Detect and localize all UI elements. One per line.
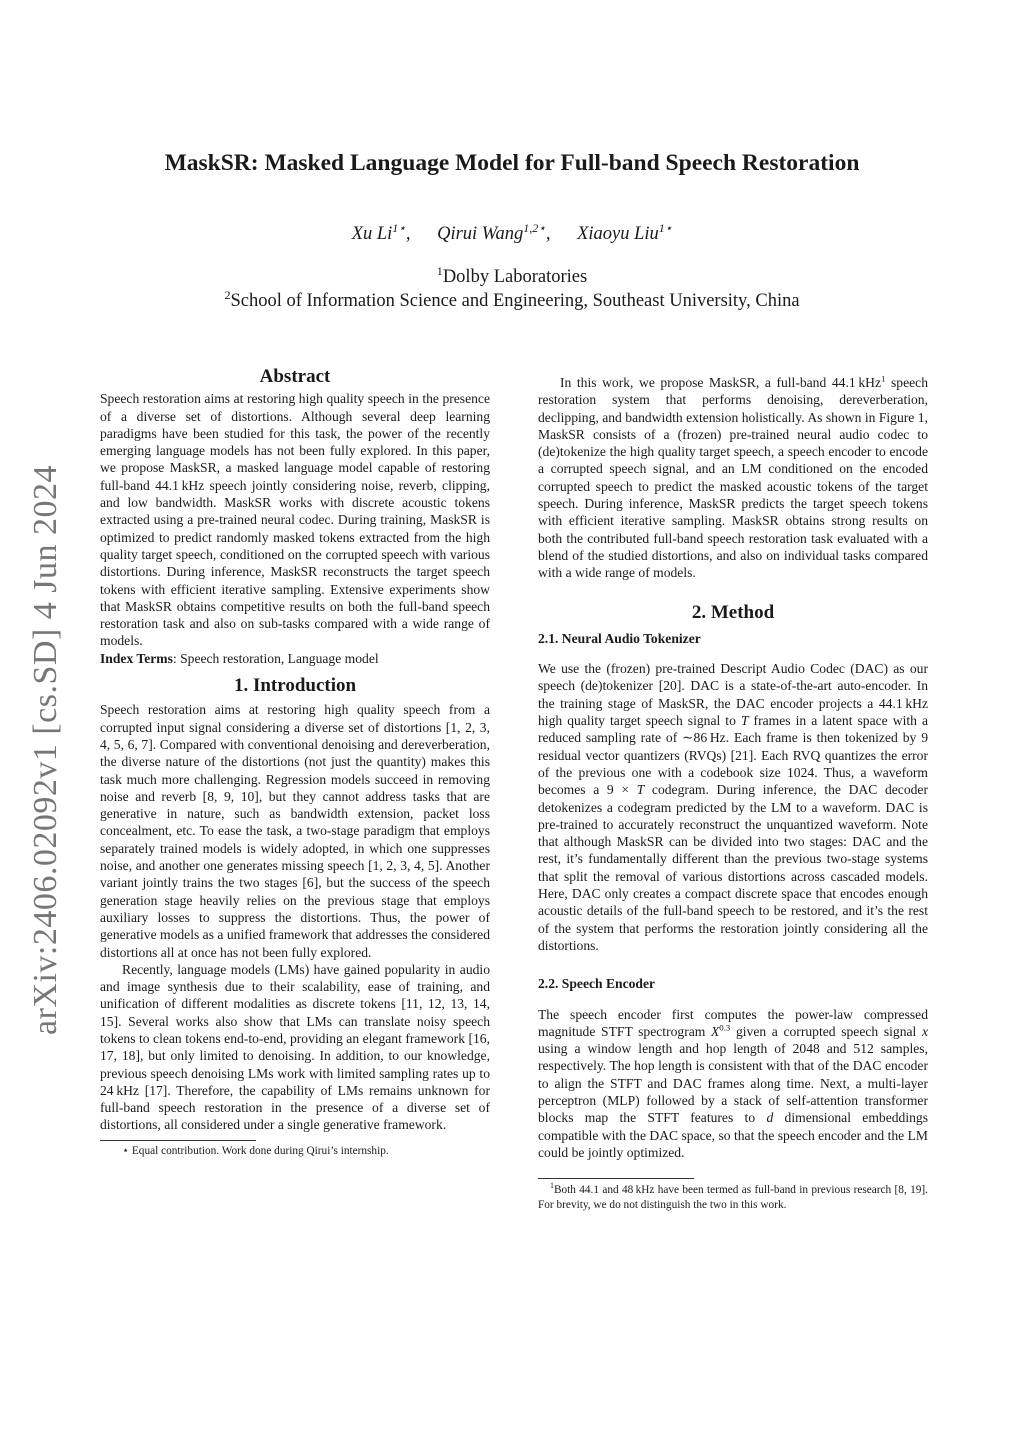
footnote-rule-right xyxy=(538,1178,694,1179)
abstract-heading: Abstract xyxy=(259,366,331,387)
paper-title: MaskSR: Masked Language Model for Full-band Speech Restoration xyxy=(164,150,860,176)
arxiv-identifier: arXiv:2406.02092v1 [cs.SD] 4 Jun 2024 xyxy=(27,464,64,1036)
method-heading: 2. Method xyxy=(691,601,775,623)
subsection-tokenizer-heading: 2.1. Neural Audio Tokenizer xyxy=(538,630,701,646)
footnote-rule-left xyxy=(100,1140,256,1141)
subsection-encoder-heading: 2.2. Speech Encoder xyxy=(538,976,656,992)
author-3: Xiaoyu Liu$^{1⋆}$ xyxy=(577,220,673,244)
author-1: Xu $Li^{1⋆}$, xyxy=(351,220,411,244)
footnote-full-band: $^1$Both 44.1 and 48 kHz have been termed as full-band in previous research [8, 19]. For brevity, we do not distinguish the two in this work. xyxy=(538,1181,928,1211)
author-2: Qirui Wang$^{1,2⋆}$, xyxy=(437,220,551,244)
index-terms: Index Terms: Speech restoration, Language model xyxy=(100,650,379,666)
right-column xyxy=(538,368,928,1212)
encoder-paragraph: The speech encoder first computes the power-law compressed magnitude STFT spectrogram $X^{0.3}$ given a corrupted speech signal x using a window length and hop length of 2048 and 512 samples, respectively. The hop length is consistent with that of the DAC encoder to align the STFT and DAC frames along time. Next, a multi-layer perceptron (MLP) followed by a stack of self-attention transformer blocks map the STFT features to d dimensional embeddings compatible with the DAC space, so that the speech encoder and the LM could be jointly optimized. xyxy=(538,1006,928,1160)
author-list xyxy=(0,220,1024,245)
left-column xyxy=(100,368,490,1158)
intro-paragraph-2: Recently, language models (LMs) have gained popularity in audio and image synthesis due to their scalability, ease of training, and unification of different modalities as discrete tokens [11, 12, 13, 14, 15]. Several works also show that LMs can translate noisy speech tokens to clean tokens end-to-end, providing an elegant framework [16, 17, 18], but only limited to denoising. In addition, to our knowledge, previous speech denoising LMs work with limited sampling rates up to 24 kHz [17]. Therefore, the capability of LMs remains unknown for full-band speech restoration in the presence of a diverse set of distortions, all considered under a single generative framework. xyxy=(100,961,490,1133)
intro-paragraph-3: In this work, we propose MaskSR, a full-band 44.1 kHz$^1$ speech restoration system that performs denoising, dereverberation, declipping, and bandwidth extension holistically. As shown in Figure 1, MaskSR consists of a (frozen) pre-trained neural audio codec to (de)tokenize the high quality target speech, a speech encoder to encode a corrupted speech signal, and an LM conditioned on the encoded corrupted speech to predict the masked acoustic tokens of the target speech. During inference, MaskSR predicts the target speech tokens with efficient iterative sampling. MaskSR obtains strong results on both the contributed full-band speech restoration task evaluated with a blend of the studied distortions, and also on individual tasks compared with a wide range of models. xyxy=(538,373,928,581)
tokenizer-paragraph: We use the (frozen) pre-trained Descript Audio Codec (DAC) as our speech (de)tokenizer [20]. DAC is a state-of-the-art auto-encoder. In the training stage of MaskSR, the DAC encoder projects a 44.1 kHz high quality target speech signal to T frames in a latent space with a reduced sampling rate of ∼86 Hz. Each frame is then tokenized by 9 residual vector quantizers (RVQs) [21]. Each RVQ quantizes the error of the previous one with a codebook size 1024. Thus, a waveform becomes a 9 × T codegram. During inference, the DAC decoder detokenizes a codegram predicted by the LM to a waveform. DAC is pre-trained to accurately reconstruct the unquantized waveform. Note that although MaskSR can be divided into two stages: DAC and the rest, it’s fundamentally different than the previous two-stage systems that split the removal of various distortions across cascaded models. Here, DAC only creates a compact discrete space that encodes enough acoustic details of the full-band speech to be restored, and it’s the rest of the system that performs the restoration jointly considering all the distortions. xyxy=(538,661,928,953)
abstract-body: Speech restoration aims at restoring high quality speech in the presence of a diverse set of distortions. Although several deep learning paradigms have been studied for this task, the power of the recently emerging language models has not been fully explored. In this paper, we propose MaskSR, a masked language model capable of restoring full-band 44.1 kHz speech jointly considering noise, reverb, clipping, and low bandwidth. MaskSR works with discrete acoustic tokens extracted using a pre-trained neural codec. During training, MaskSR is optimized to predict randomly masked tokens extracted from the high quality target speech, conditioned on the corrupted speech with various distortions. During inference, MaskSR reconstructs the target speech tokens with efficient iterative sampling. Extensive experiments show that MaskSR obtains competitive results on both the full-band speech restoration task and also on sub-tasks compared with a wide range of models. xyxy=(100,391,490,649)
intro-paragraph-1: Speech restoration aims at restoring high quality speech from a corrupted input signal considering a diverse set of distortions [1, 2, 3, 4, 5, 6, 7]. Compared with conventional denoising and dereverberation, the diverse nature of the distortions (not just the quantity) makes this task much more challenging. Regression models succeed in removing noise and reverb [8, 9, 10], but they cannot address tasks that are generative in nature, such as bandwidth extension, packet loss concealment, etc. To ease the task, a two-stage paradigm that employs separately trained models is widely adopted, in which one suppresses noise, and another one generates missing speech [1, 2, 3, 4, 5]. Another variant jointly trains the two stages [6], but the success of the speech generation stage heavily relies on the previous stage that employs auxiliary losses to suppress the distortions. Thus, the power of generative models as a unified framework that addresses the considered distortions all at once has not been fully explored. xyxy=(100,702,490,960)
affiliation-list xyxy=(0,265,1024,313)
footnote-equal-contribution: ⋆ Equal contribution. Work done during Qirui’s internship. xyxy=(122,1144,389,1157)
affiliation-2: $^2$School of Information Science and Engineering, Southeast University, China xyxy=(224,287,800,311)
intro-heading: 1. Introduction xyxy=(233,675,357,697)
arxiv-identifier-strip xyxy=(18,460,74,1040)
affiliation-1: $^1$Dolby Laboratories xyxy=(436,263,588,287)
